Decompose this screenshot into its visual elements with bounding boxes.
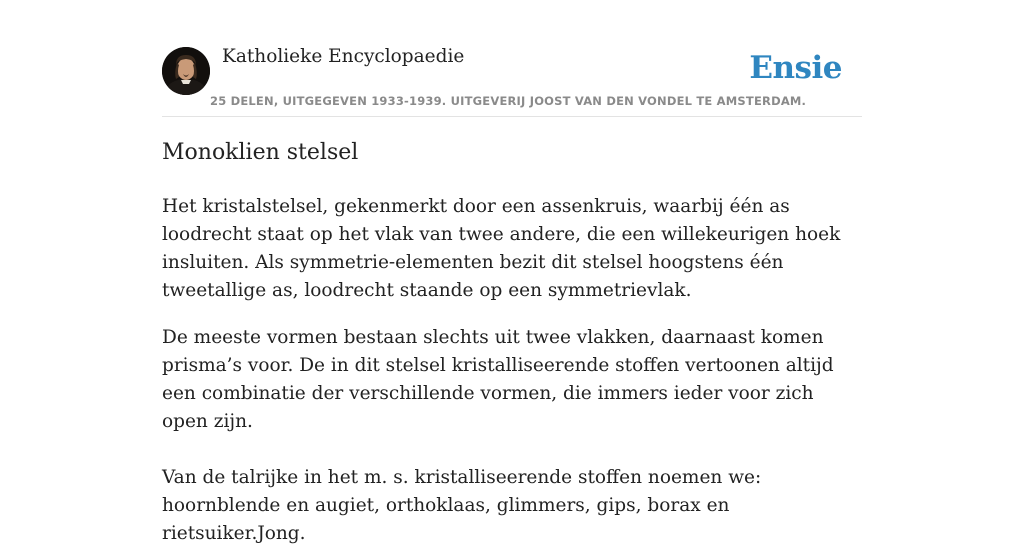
portrait-avatar-icon[interactable] xyxy=(162,47,210,95)
source-name[interactable]: Katholieke Encyclopaedie xyxy=(222,46,465,67)
article-paragraph: Van de talrijke in het m. s. kristalliseerende stoffen noemen we: hoornblende en augiet, orthoklaas, glimmers, gips, borax en rietsuiker.Jong. xyxy=(162,467,762,544)
header xyxy=(162,40,862,117)
article-title: Monoklien stelsel xyxy=(162,140,359,165)
brand-logo[interactable]: Ensie xyxy=(749,50,842,86)
article-paragraph: De meeste vormen bestaan slechts uit twee vlakken, daarnaast komen prisma’s voor. De in dit stelsel kristalliseerende stoffen vertoonen altijd een combinatie der verschillende vormen, die immers ieder voor zich open zijn. xyxy=(162,327,834,432)
article-body xyxy=(162,193,862,548)
source-subtitle: 25 DELEN, UITGEGEVEN 1933-1939. UITGEVERIJ JOOST VAN DEN VONDEL TE AMSTERDAM. xyxy=(210,94,807,108)
article-paragraph: Het kristalstelsel, gekenmerkt door een assenkruis, waarbij één as loodrecht staat op het vlak van twee andere, die een willekeurigen hoek insluiten. Als symmetrie-elementen bezit dit stelsel hoogstens één tweetallige as, loodrecht staande op een symmetrievlak. xyxy=(162,196,841,301)
